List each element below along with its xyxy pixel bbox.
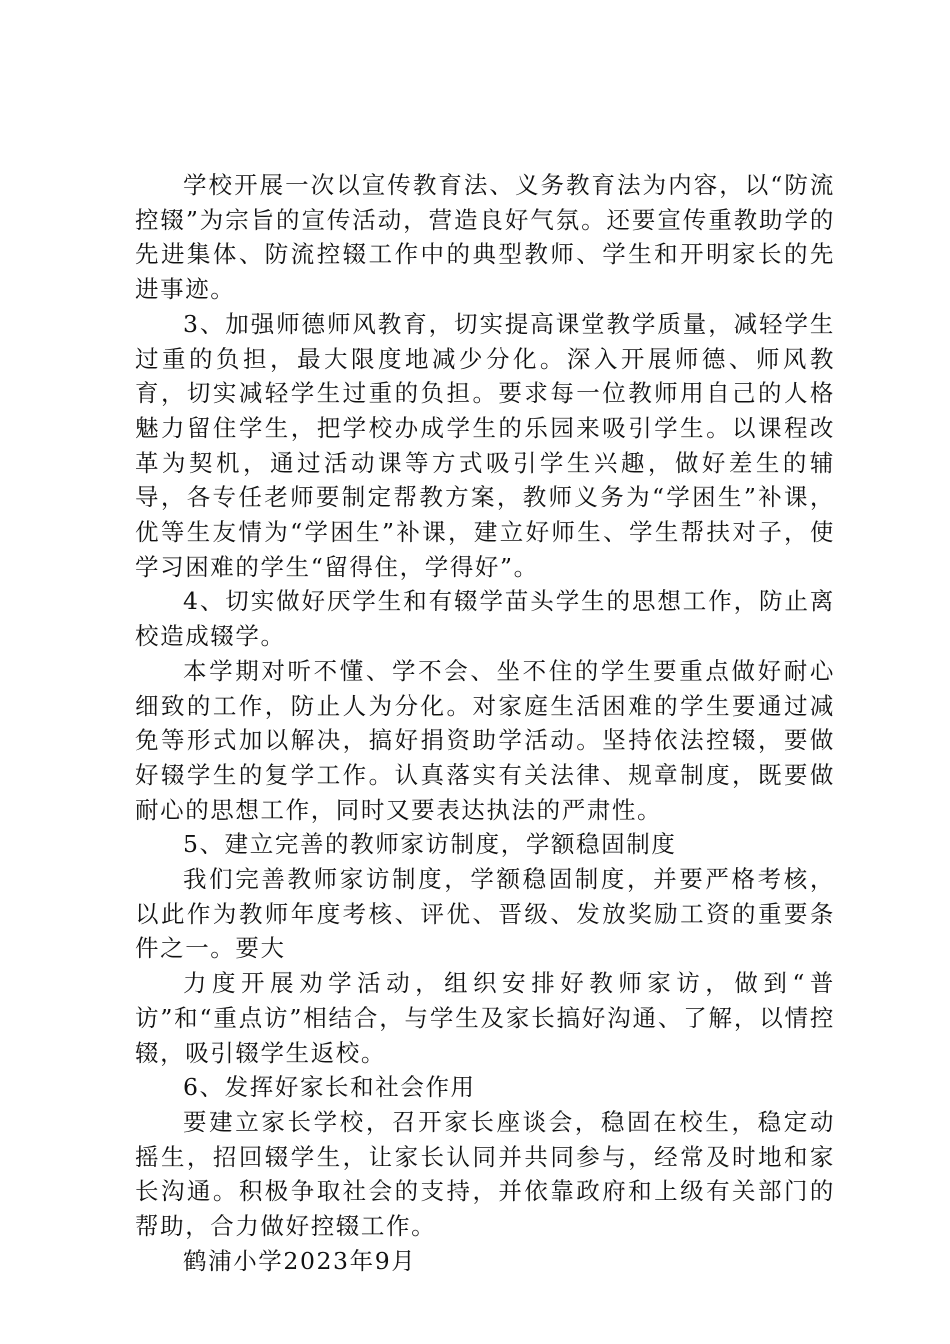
paragraph-item-6-heading: 6、发挥好家长和社会作用 [183, 1073, 476, 1102]
paragraph-item-4-heading: 4、切实做好厌学生和有辍学苗头学生的思想工作，防止离校造成辍学。 [135, 587, 835, 651]
paragraph-item-3-teacher-ethics: 3、加强师德师风教育，切实提高课堂教学质量，减轻学生过重的负担，最大限度地减少分化。深入开展师德、师风教育，切实减轻学生过重的负担。要求每一位教师用自己的人格魅力留住学生，把学校办成学生的乐园来吸引学生。以课程改革为契机，通过活动课等方式吸引学生兴趣，做好差生的辅导，各专任老师要制定帮教方案，教师义务为“学困生”补课，优等生友情为“学困生”补课，建立好师生、学生帮扶对子，使学习困难的学生“留得住，学得好”。 [135, 309, 835, 581]
paragraph-item-5-heading: 5、建立完善的教师家访制度，学额稳固制度 [183, 830, 677, 859]
document-body [135, 168, 835, 1279]
paragraph-persuasion-activities: 力度开展劝学活动，组织安排好教师家访，做到“普访”和“重点访”相结合，与学生及家长搞好沟通、了解，以情控辍，吸引辍学生返校。 [135, 969, 835, 1067]
signature-date: 鹤浦小学2023年9月 [183, 1246, 417, 1275]
paragraph-semester-work: 本学期对听不懂、学不会、坐不住的学生要重点做好耐心细致的工作，防止人为分化。对家庭生活困难的学生要通过减免等形式加以解决，搞好捐资助学活动。坚持依法控辍，要做好辍学生的复学工作。认真落实有关法律、规章制度，既要做耐心的思想工作，同时又要表达执法的严肃性。 [135, 656, 835, 824]
paragraph-parent-school: 要建立家长学校，召开家长座谈会，稳固在校生，稳定动摇生，招回辍学生，让家长认同并共同参与，经常及时地和家长沟通。积极争取社会的支持，并依靠政府和上级有关部门的帮助，合力做好控辍工作。 [135, 1107, 835, 1241]
paragraph-publicity: 学校开展一次以宣传教育法、义务教育法为内容，以“防流控辍”为宗旨的宣传活动，营造良好气氛。还要宣传重教助学的先进集体、防流控辍工作中的典型教师、学生和开明家长的先进事迹。 [135, 171, 835, 304]
paragraph-home-visit-system: 我们完善教师家访制度，学额稳固制度，并要严格考核，以此作为教师年度考核、评优、晋级、发放奖励工资的重要条件之一。要大 [135, 865, 835, 963]
